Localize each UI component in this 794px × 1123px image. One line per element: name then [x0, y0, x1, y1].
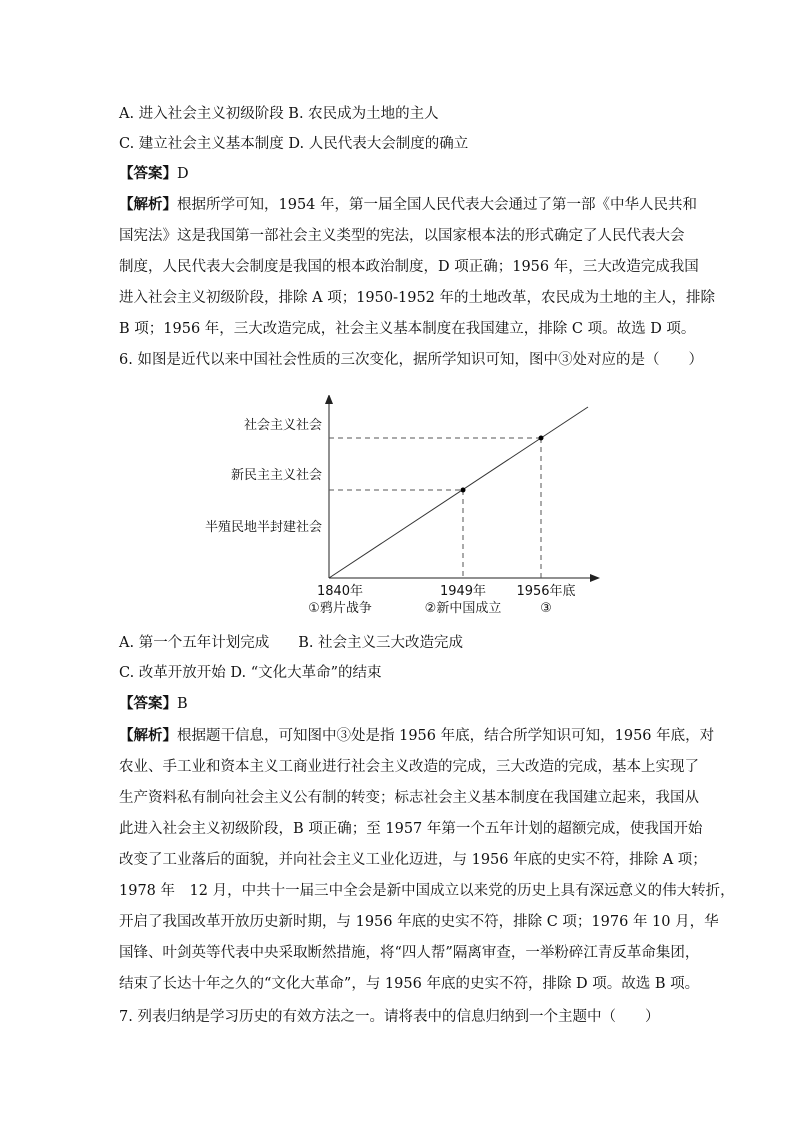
y-axis-arrow	[325, 395, 333, 404]
q5-analysis-row: B 项；1956 年，三大改造完成，社会主义基本制度在我国建立，排除 C 项。故选 D 项。	[119, 321, 696, 337]
y-label-semi-colonial: 半殖民地半封建社会	[204, 520, 322, 535]
q6-options-row-1: A. 第一个五年计划完成 B. 社会主义三大改造完成	[119, 635, 464, 651]
x-year-1949: 1949年	[439, 584, 487, 599]
q6-analysis-label: 【解析】	[119, 727, 177, 744]
q6-analysis-row: 国锋、叶剑英等代表中央采取断然措施，将“四人帮”隔离审查，一举粉碎江青反革命集团，	[119, 945, 700, 961]
point-1949	[461, 488, 466, 493]
point-1956	[539, 436, 544, 441]
x-event-3: ③	[540, 601, 552, 616]
q6-answer-label: 【答案】	[119, 695, 177, 712]
x-year-1956: 1956年底	[516, 584, 576, 599]
q5-answer	[119, 164, 189, 184]
q6-stem: 6. 如图是近代以来中国社会性质的三次变化，据所学知识可知，图中③处对应的是（ ）	[119, 352, 703, 368]
x-event-prc-founding: ②新中国成立	[424, 601, 502, 616]
q5-analysis	[119, 189, 715, 345]
q5-analysis-row: 制度，人民代表大会制度是我国的根本政治制度，D 项正确；1956 年，三大改造完成我国	[119, 259, 699, 275]
q6-analysis-row: 开启了我国改革开放历史新时期，与 1956 年底的史实不符，排除 C 项；1976 年 10 月，华	[119, 914, 719, 930]
trend-line	[329, 407, 588, 578]
q6-analysis-row: 结束了长达十年之久的“文化大革命”，与 1956 年底的史实不符，排除 D 项。故选 B 项。	[119, 976, 700, 992]
q6-analysis-row: 此进入社会主义初级阶段，B 项正确；至 1957 年第一个五年计划的超额完成，使我国开始	[119, 821, 703, 837]
q5-answer-label: 【答案】	[119, 165, 177, 182]
q6-analysis-row: 1978 年 12 月，中共十一届三中全会是新中国成立以来党的历史上具有深远意义的伟大转折，	[119, 883, 735, 899]
q7-stem: 7. 列表归纳是学习历史的有效方法之一。请将表中的信息归纳到一个主题中（ ）	[119, 1009, 660, 1025]
q6-answer-value: B	[177, 696, 188, 712]
y-label-socialism: 社会主义社会	[243, 418, 322, 433]
y-label-new-democracy: 新民主主义社会	[230, 468, 322, 483]
q5-options-row-1: A. 进入社会主义初级阶段 B. 农民成为土地的主人	[119, 106, 439, 122]
q6-options-row-2: C. 改革开放开始 D. “文化大革命”的结束	[119, 665, 382, 681]
q6-analysis-row: 根据题干信息，可知图中③处是指 1956 年底，结合所学知识可知，1956 年底，对	[177, 728, 715, 744]
q5-analysis-row: 进入社会主义初级阶段，排除 A 项；1950-1952 年的土地改革，农民成为土地的主人，排除	[119, 290, 715, 306]
q6-answer	[119, 694, 188, 714]
q5-analysis-label: 【解析】	[119, 196, 177, 213]
q5-answer-value: D	[177, 166, 189, 182]
q6-analysis	[119, 720, 735, 1000]
x-event-opium-war: ①鸦片战争	[308, 601, 372, 616]
social-nature-diagram	[190, 395, 610, 625]
q5-analysis-row: 国宪法》这是我国第一部社会主义类型的宪法，以国家根本法的形式确定了人民代表大会	[119, 228, 685, 244]
q5-analysis-row: 根据所学可知，1954 年，第一届全国人民代表大会通过了第一部《中华人民共和	[177, 197, 698, 213]
q6-analysis-row: 生产资料私有制向社会主义公有制的转变；标志社会主义基本制度在我国建立起来，我国从	[119, 790, 699, 806]
q5-options-row-2: C. 建立社会主义基本制度 D. 人民代表大会制度的确立	[119, 136, 469, 152]
q6-analysis-row: 改变了工业落后的面貌，并向社会主义工业化迈进，与 1956 年底的史实不符，排除 A 项；	[119, 852, 707, 868]
q6-analysis-row: 农业、手工业和资本主义工商业进行社会主义改造的完成，三大改造的完成，基本上实现了	[119, 759, 699, 775]
x-year-1840: 1840年	[316, 584, 364, 599]
x-axis-arrow	[590, 574, 600, 582]
